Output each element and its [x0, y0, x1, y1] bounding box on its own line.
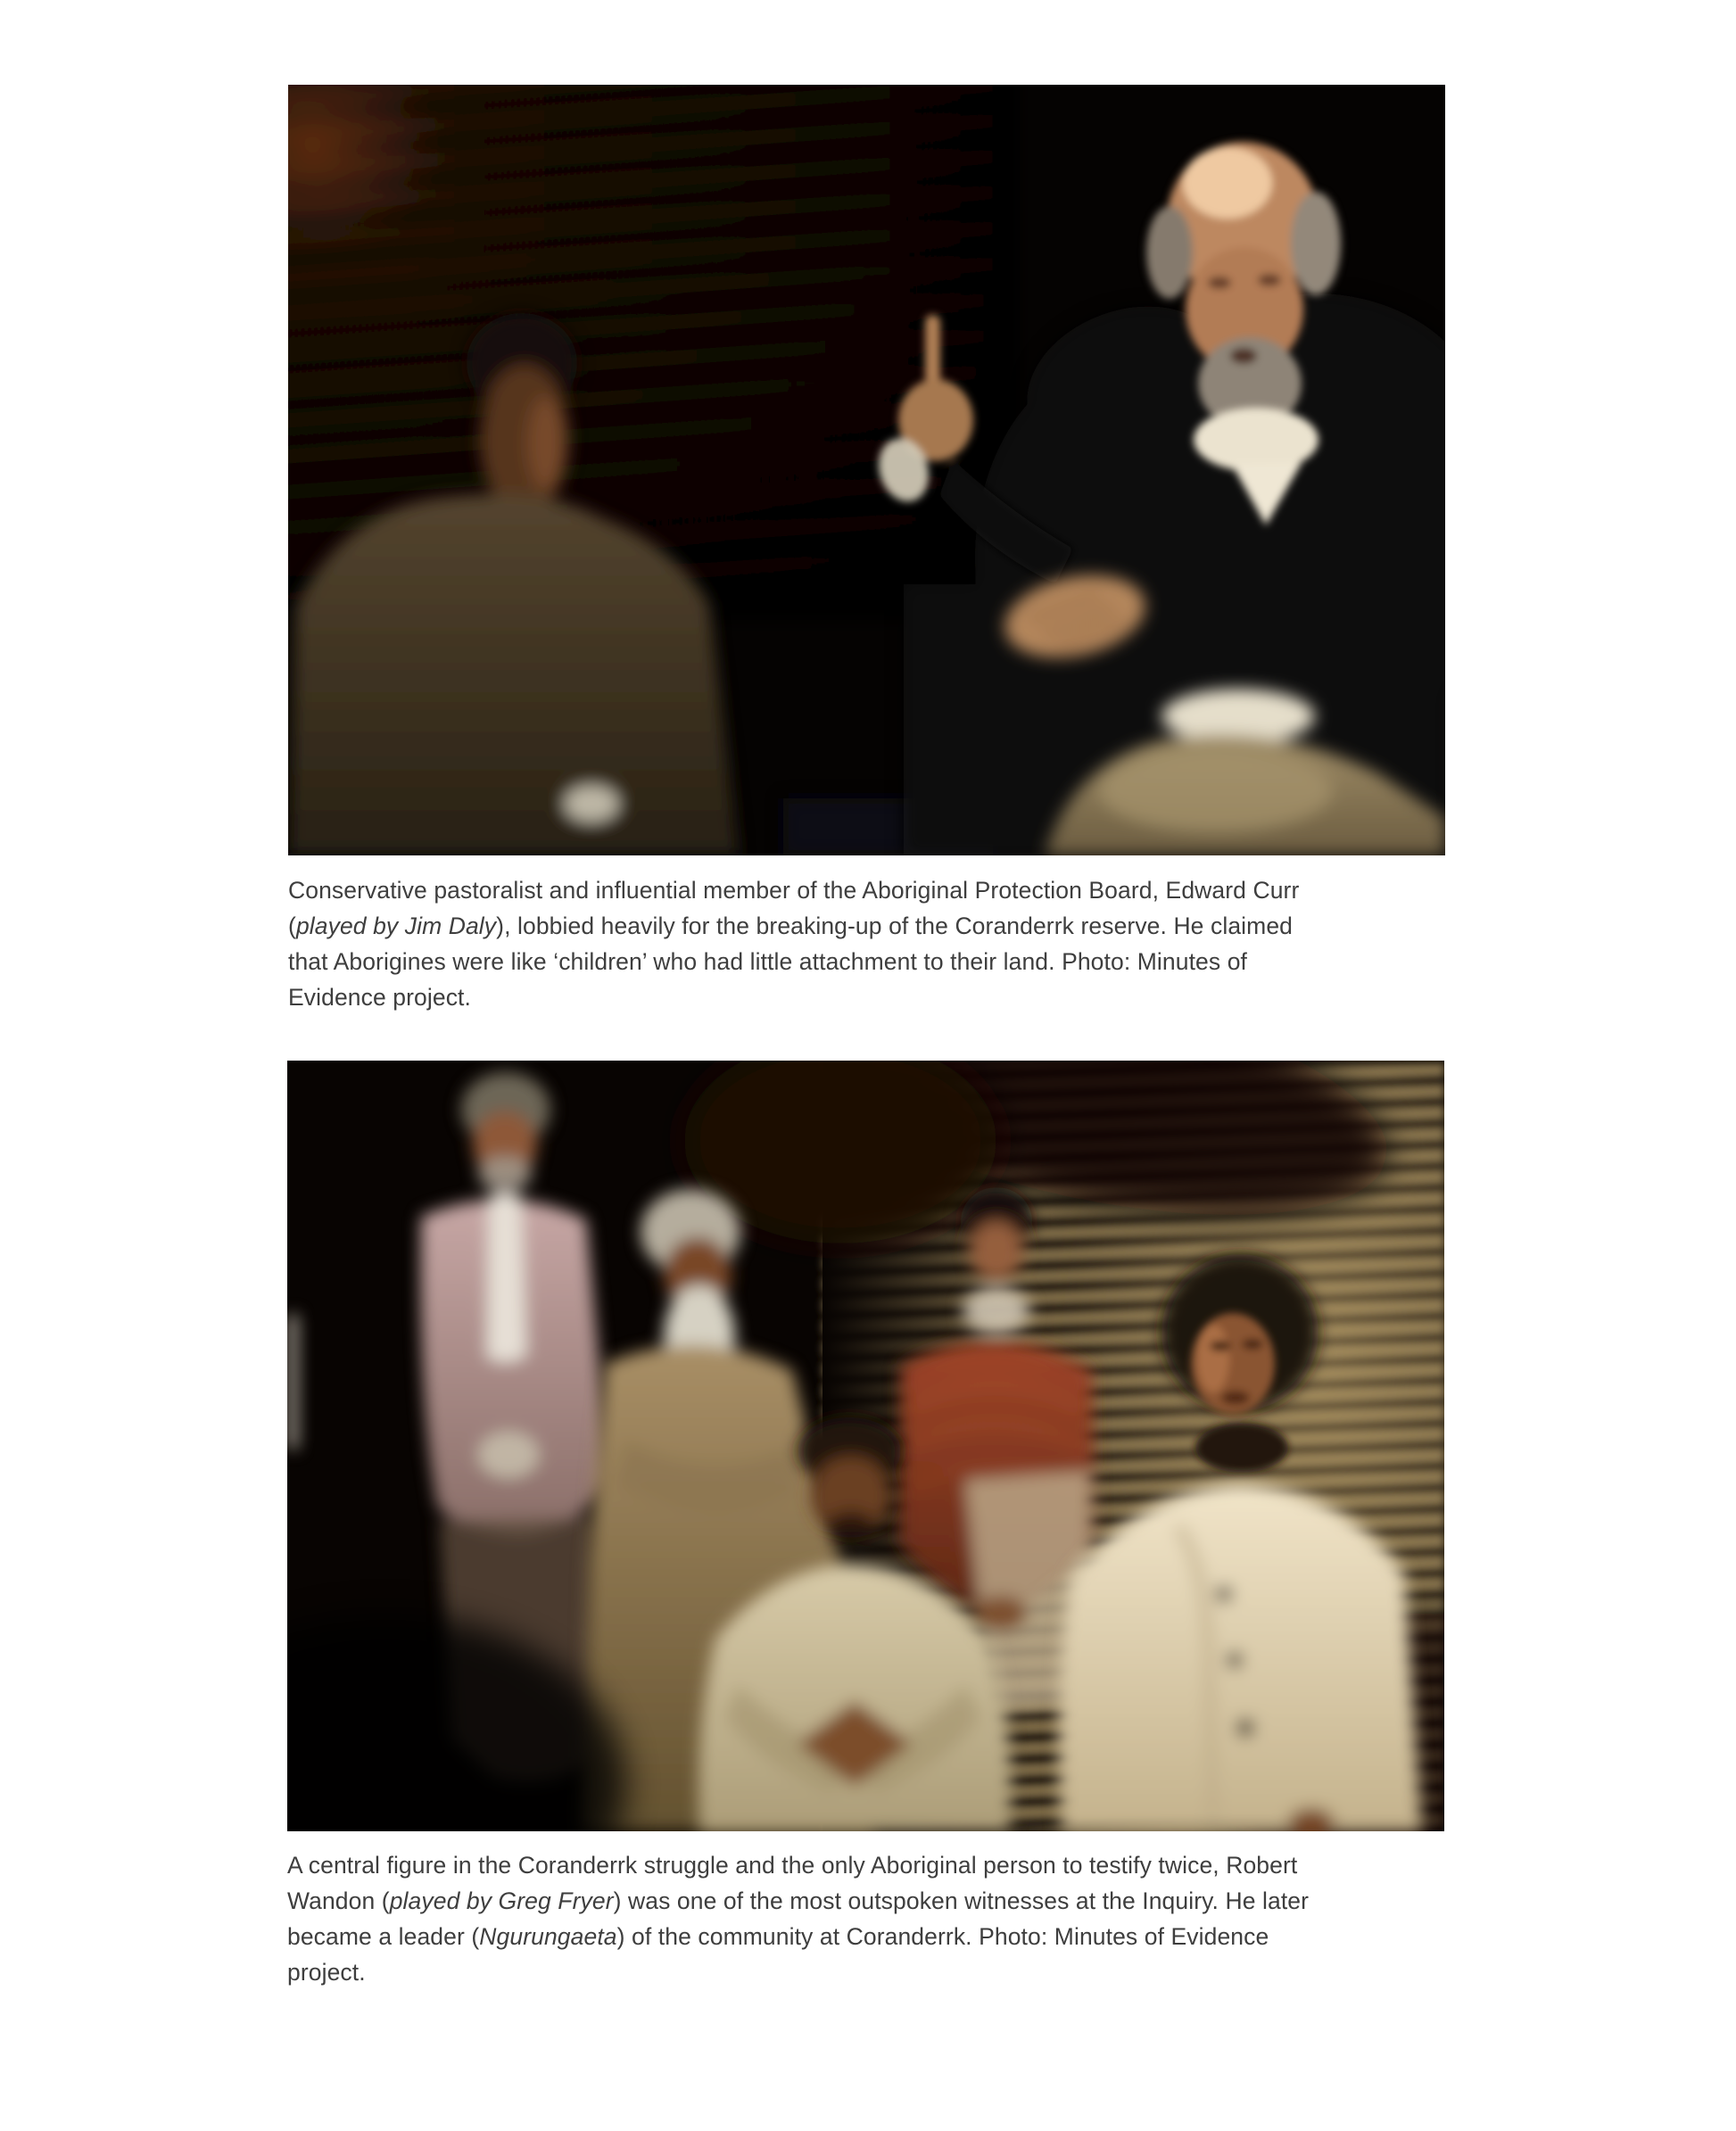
caption-line: Conservative pastoralist and influential member of the Aboriginal Protection Board, Edward Curr [288, 877, 1300, 904]
photo-edward-curr-scene [288, 85, 1445, 855]
caption-line: that Aborigines were like ‘children’ who had little attachment to their land. Photo: Minutes of [288, 948, 1247, 975]
caption-line: Evidence project. [288, 984, 471, 1011]
caption-line: Wandon (played by Greg Fryer) was one of the most outspoken witnesses at the Inquiry. He later [287, 1887, 1310, 1914]
caption-line: project. [287, 1959, 366, 1986]
photo-bottom-illustration [287, 1061, 1444, 1831]
photo-top-illustration [288, 85, 1445, 855]
photo-coranderrk-group-scene [287, 1061, 1444, 1831]
caption-line: became a leader (Ngurungaeta) of the community at Coranderrk. Photo: Minutes of Evidence [287, 1923, 1269, 1950]
caption-robert-wandon [287, 1847, 1536, 1990]
caption-line: A central figure in the Coranderrk struggle and the only Aboriginal person to testify twice, Robert [287, 1852, 1298, 1879]
caption-line: (played by Jim Daly), lobbied heavily for the breaking-up of the Coranderrk reserve. He claimed [288, 913, 1293, 939]
caption-edward-curr [288, 872, 1537, 1015]
